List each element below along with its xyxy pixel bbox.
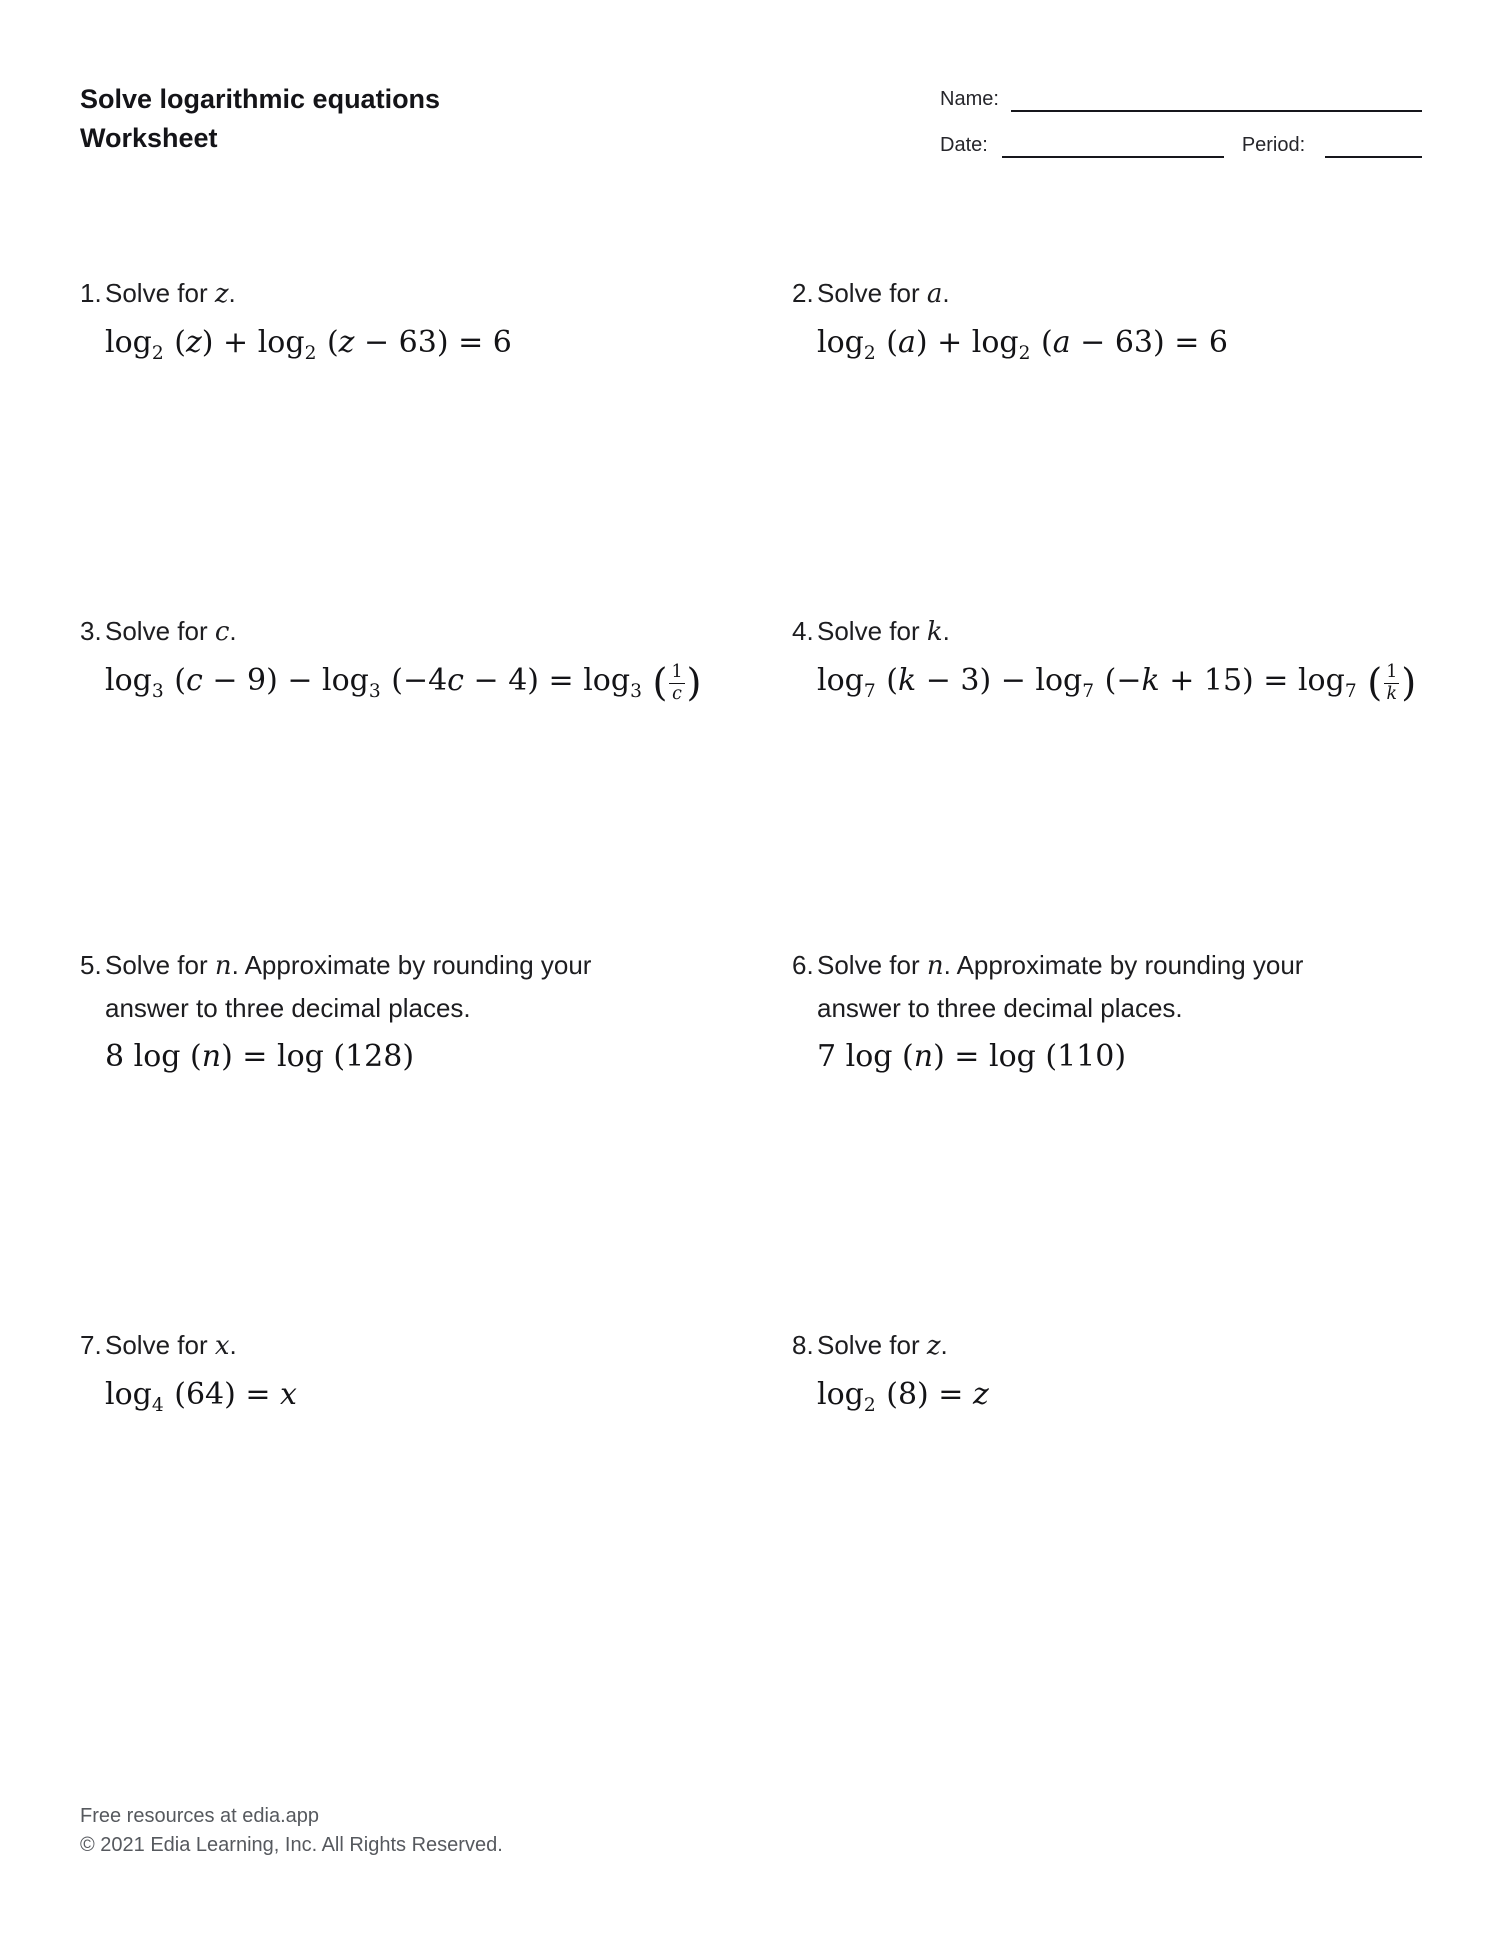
problem-1: [80, 272, 728, 376]
problem-8: [792, 1324, 1440, 1428]
problem-3-label: [80, 610, 728, 653]
problem-8-label: [792, 1324, 1440, 1367]
problem-1-number: 1.: [80, 278, 102, 308]
problem-3-prompt: Solve for c.: [105, 616, 237, 647]
problem-5-label: [80, 944, 728, 1029]
problem-6-number: 6.: [792, 950, 814, 980]
problem-8-prompt: Solve for z.: [817, 1330, 948, 1361]
problem-5: [80, 944, 728, 1079]
problem-2: [792, 272, 1440, 376]
problem-1-label: [80, 272, 728, 315]
footer-resources-text: Free resources at edia.app: [80, 1805, 320, 1827]
problem-3-equation: $\log_3 (c - 9) - \log_3 (-4c - 4) = \log_3$ ( $\frac{1}{c}$ ): [105, 660, 702, 706]
problem-4-equation: $\log_7 (k - 3) - \log_7 (-k + 15) = \log_7$ ( $\frac{1}{k}$ ): [817, 660, 1417, 706]
problem-4: [792, 610, 1440, 714]
problem-7: [80, 1324, 728, 1428]
student-info-block: [940, 84, 1422, 158]
problem-7-number: 7.: [80, 1330, 102, 1360]
date-label: Date:: [940, 134, 988, 156]
page-footer: [80, 1802, 503, 1860]
problem-6: [792, 944, 1440, 1079]
name-field-row: [940, 84, 1422, 112]
period-label: Period:: [1241, 134, 1306, 156]
name-blank-line: [1011, 109, 1422, 112]
problem-6-prompt: Solve for n. Approximate by rounding your answer to three decimal places.: [817, 950, 1304, 1023]
problem-7-label: [80, 1324, 728, 1367]
worksheet-title-line2: Worksheet: [80, 123, 218, 153]
problem-4-prompt: Solve for k.: [817, 616, 950, 647]
date-period-field-row: [940, 130, 1422, 158]
problem-2-equation: $\log_2 (a) + \log_2 (a - 63) = 6$: [817, 325, 1229, 364]
problem-4-number: 4.: [792, 616, 814, 646]
problem-2-prompt: Solve for a.: [817, 278, 950, 309]
problem-5-prompt: Solve for n. Approximate by rounding your answer to three decimal places.: [105, 950, 592, 1023]
problem-5-equation: 8 log (n) = log (128): [105, 1039, 415, 1074]
problem-8-number: 8.: [792, 1330, 814, 1360]
problem-1-prompt: Solve for z.: [105, 278, 236, 309]
footer-copyright-text: © 2021 Edia Learning, Inc. All Rights Reserved.: [80, 1834, 503, 1856]
problem-2-label: [792, 272, 1440, 315]
problem-2-number: 2.: [792, 278, 814, 308]
problem-6-equation: 7 log (n) = log (110): [817, 1039, 1127, 1074]
date-blank-line: [1002, 155, 1224, 158]
problem-3: [80, 610, 728, 714]
worksheet-title: [80, 80, 440, 158]
problem-7-equation: $\log_4 (64) = x$: [105, 1377, 297, 1416]
problem-6-label: [792, 944, 1440, 1029]
problem-8-equation: $\log_2 (8) = z$: [817, 1377, 989, 1416]
problem-5-number: 5.: [80, 950, 102, 980]
period-blank-line: [1325, 155, 1422, 158]
problem-7-prompt: Solve for x.: [105, 1330, 237, 1361]
problem-3-number: 3.: [80, 616, 102, 646]
worksheet-title-line1: Solve logarithmic equations: [80, 84, 441, 114]
name-label: Name:: [940, 88, 999, 110]
problem-4-label: [792, 610, 1440, 653]
problem-1-equation: $\log_2 (z) + \log_2 (z - 63) = 6$: [105, 325, 512, 364]
